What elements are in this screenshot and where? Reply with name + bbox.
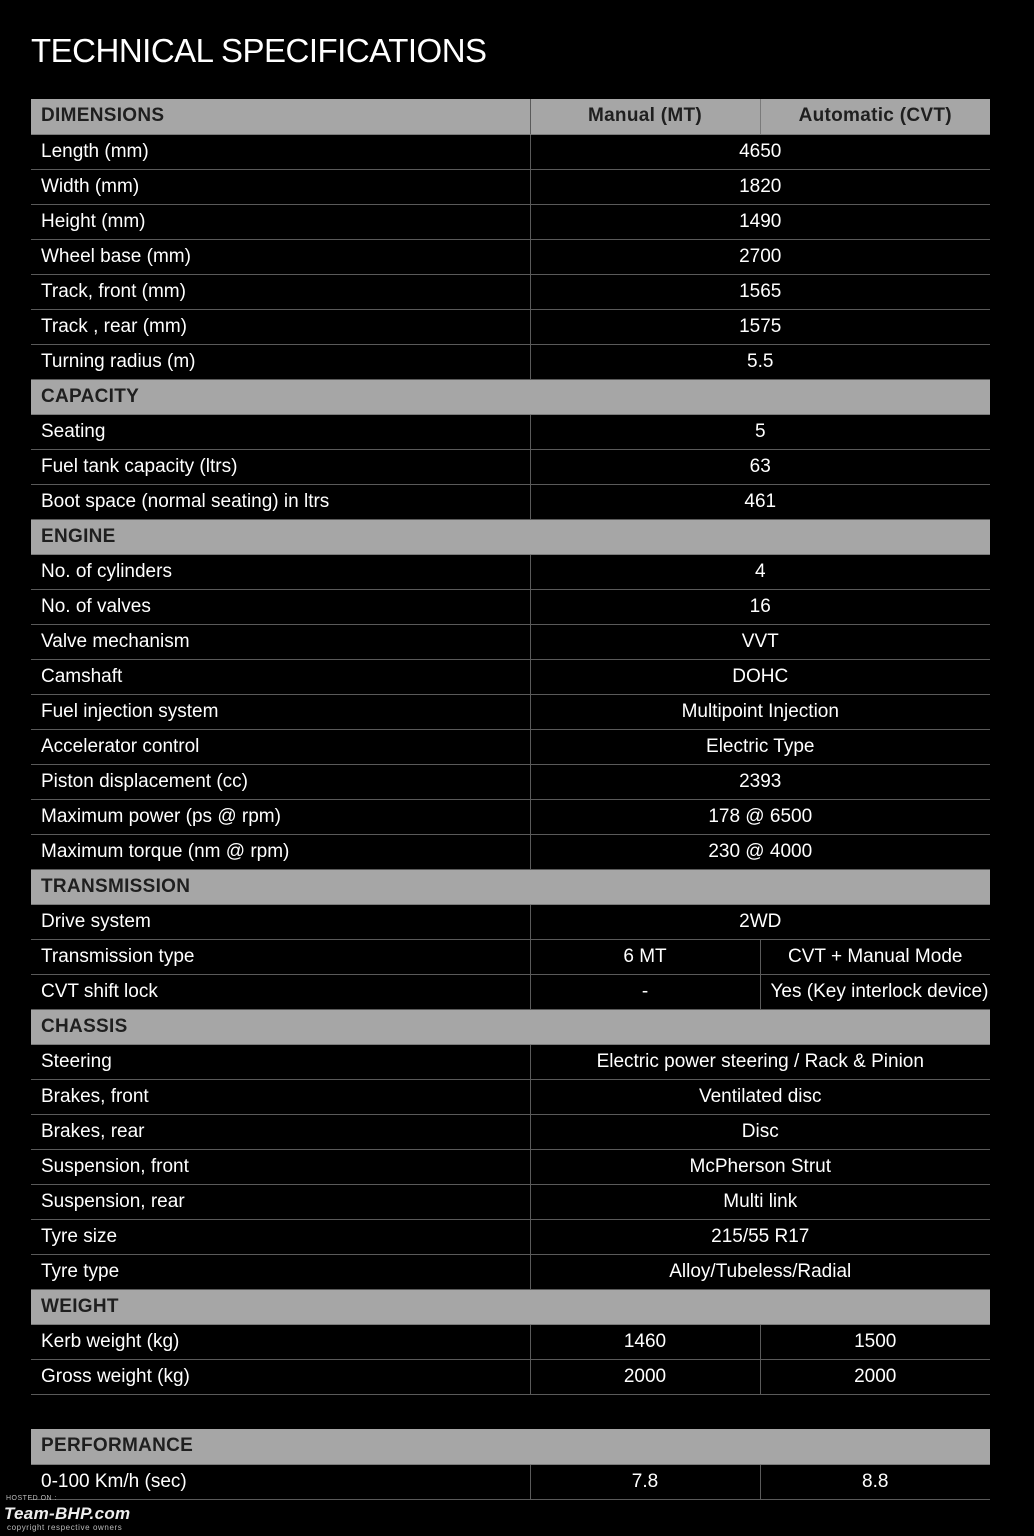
section-label: TRANSMISSION <box>31 869 990 904</box>
spec-row <box>31 1079 990 1114</box>
spec-row <box>31 1149 990 1184</box>
spec-row <box>31 344 990 379</box>
spec-row <box>31 589 990 624</box>
spec-row <box>31 239 990 274</box>
spec-value: Ventilated disc <box>530 1079 990 1114</box>
spec-label: Fuel tank capacity (ltrs) <box>31 449 530 484</box>
spec-value: 2WD <box>530 904 990 939</box>
spec-value: 4650 <box>530 134 990 169</box>
spec-label: Width (mm) <box>31 169 530 204</box>
watermark-copyright: copyright respective owners <box>7 1523 123 1532</box>
spec-label: Track, front (mm) <box>31 274 530 309</box>
page-title: TECHNICAL SPECIFICATIONS <box>31 32 487 69</box>
watermark-site: Team-BHP.com <box>4 1504 131 1523</box>
spec-label: Turning radius (m) <box>31 344 530 379</box>
spec-value-automatic: CVT + Manual Mode <box>760 939 990 974</box>
spec-value: Multi link <box>530 1184 990 1219</box>
spec-label: Piston displacement (cc) <box>31 764 530 799</box>
section-header-transmission <box>31 869 990 904</box>
spacer-row <box>31 1394 990 1429</box>
spec-value: 4 <box>530 554 990 589</box>
section-header-dimensions <box>31 99 990 134</box>
spec-row <box>31 1219 990 1254</box>
spec-label: Track , rear (mm) <box>31 309 530 344</box>
spec-label: Seating <box>31 414 530 449</box>
spec-label: Gross weight (kg) <box>31 1359 530 1394</box>
spec-table <box>31 99 990 1500</box>
spec-label: Camshaft <box>31 659 530 694</box>
spec-value: DOHC <box>530 659 990 694</box>
spec-row <box>31 554 990 589</box>
section-label: CHASSIS <box>31 1009 990 1044</box>
spec-label: No. of valves <box>31 589 530 624</box>
spec-value-manual: 1460 <box>530 1324 760 1359</box>
spec-label: Steering <box>31 1044 530 1079</box>
spec-label: 0-100 Km/h (sec) <box>31 1464 530 1499</box>
spec-value-automatic: 1500 <box>760 1324 990 1359</box>
spec-row <box>31 904 990 939</box>
column-header-automatic: Automatic (CVT) <box>760 99 990 134</box>
spec-row <box>31 1324 990 1359</box>
spec-value: 5.5 <box>530 344 990 379</box>
spec-value: Disc <box>530 1114 990 1149</box>
section-label: DIMENSIONS <box>31 99 530 134</box>
spec-label: Height (mm) <box>31 204 530 239</box>
spec-row <box>31 834 990 869</box>
spec-row <box>31 309 990 344</box>
section-label: WEIGHT <box>31 1289 990 1324</box>
spec-row <box>31 484 990 519</box>
spec-value-automatic: 8.8 <box>760 1464 990 1499</box>
spec-value: 1820 <box>530 169 990 204</box>
spec-label: Suspension, front <box>31 1149 530 1184</box>
section-label: PERFORMANCE <box>31 1429 990 1464</box>
spec-row <box>31 1464 990 1499</box>
spec-label: Accelerator control <box>31 729 530 764</box>
spec-value-automatic: Yes (Key interlock device) <box>760 974 990 1009</box>
section-header-weight <box>31 1289 990 1324</box>
spec-value-automatic: 2000 <box>760 1359 990 1394</box>
spec-value: 1575 <box>530 309 990 344</box>
spec-label: Maximum power (ps @ rpm) <box>31 799 530 834</box>
spec-row <box>31 134 990 169</box>
spec-value: Electric Type <box>530 729 990 764</box>
spec-row <box>31 274 990 309</box>
spec-label: Drive system <box>31 904 530 939</box>
spec-label: Transmission type <box>31 939 530 974</box>
spec-value-manual: 7.8 <box>530 1464 760 1499</box>
spec-label: Suspension, rear <box>31 1184 530 1219</box>
spec-row <box>31 939 990 974</box>
spec-label: Kerb weight (kg) <box>31 1324 530 1359</box>
spec-value: 63 <box>530 449 990 484</box>
watermark <box>4 1495 204 1536</box>
spec-value: 1565 <box>530 274 990 309</box>
section-label: CAPACITY <box>31 379 990 414</box>
spec-row <box>31 1114 990 1149</box>
spec-value-manual: 6 MT <box>530 939 760 974</box>
spec-label: Fuel injection system <box>31 694 530 729</box>
spec-label: Brakes, front <box>31 1079 530 1114</box>
spec-row <box>31 974 990 1009</box>
spec-row <box>31 1184 990 1219</box>
section-header-performance <box>31 1429 990 1464</box>
spec-label: No. of cylinders <box>31 554 530 589</box>
column-header-manual: Manual (MT) <box>530 99 760 134</box>
spec-value: 1490 <box>530 204 990 239</box>
spec-value: 461 <box>530 484 990 519</box>
spec-row <box>31 204 990 239</box>
spec-value: Multipoint Injection <box>530 694 990 729</box>
spec-label: Tyre type <box>31 1254 530 1289</box>
watermark-hosted: HOSTED ON : <box>6 1495 58 1502</box>
spec-value: Electric power steering / Rack & Pinion <box>530 1044 990 1079</box>
spec-label: CVT shift lock <box>31 974 530 1009</box>
spec-value: 230 @ 4000 <box>530 834 990 869</box>
spec-value: 2700 <box>530 239 990 274</box>
spec-row <box>31 799 990 834</box>
section-header-chassis <box>31 1009 990 1044</box>
spec-row <box>31 659 990 694</box>
spec-label: Valve mechanism <box>31 624 530 659</box>
spec-row <box>31 169 990 204</box>
spec-value: McPherson Strut <box>530 1149 990 1184</box>
spec-label: Boot space (normal seating) in ltrs <box>31 484 530 519</box>
spec-label: Wheel base (mm) <box>31 239 530 274</box>
spec-row <box>31 694 990 729</box>
spec-label: Tyre size <box>31 1219 530 1254</box>
spec-label: Length (mm) <box>31 134 530 169</box>
spec-row <box>31 1254 990 1289</box>
spec-row <box>31 449 990 484</box>
section-label: ENGINE <box>31 519 990 554</box>
spec-value: 5 <box>530 414 990 449</box>
spec-row <box>31 764 990 799</box>
spec-label: Maximum torque (nm @ rpm) <box>31 834 530 869</box>
spec-value: VVT <box>530 624 990 659</box>
spec-value: Alloy/Tubeless/Radial <box>530 1254 990 1289</box>
spec-row <box>31 624 990 659</box>
spec-row <box>31 1044 990 1079</box>
spec-value-manual: 2000 <box>530 1359 760 1394</box>
spec-table-body <box>31 99 990 1499</box>
section-header-engine <box>31 519 990 554</box>
spec-row <box>31 1359 990 1394</box>
spec-value: 16 <box>530 589 990 624</box>
spec-value: 215/55 R17 <box>530 1219 990 1254</box>
spec-value: 2393 <box>530 764 990 799</box>
spec-label: Brakes, rear <box>31 1114 530 1149</box>
spec-value-manual: - <box>530 974 760 1009</box>
spec-row <box>31 729 990 764</box>
spec-row <box>31 414 990 449</box>
section-header-capacity <box>31 379 990 414</box>
spec-value: 178 @ 6500 <box>530 799 990 834</box>
